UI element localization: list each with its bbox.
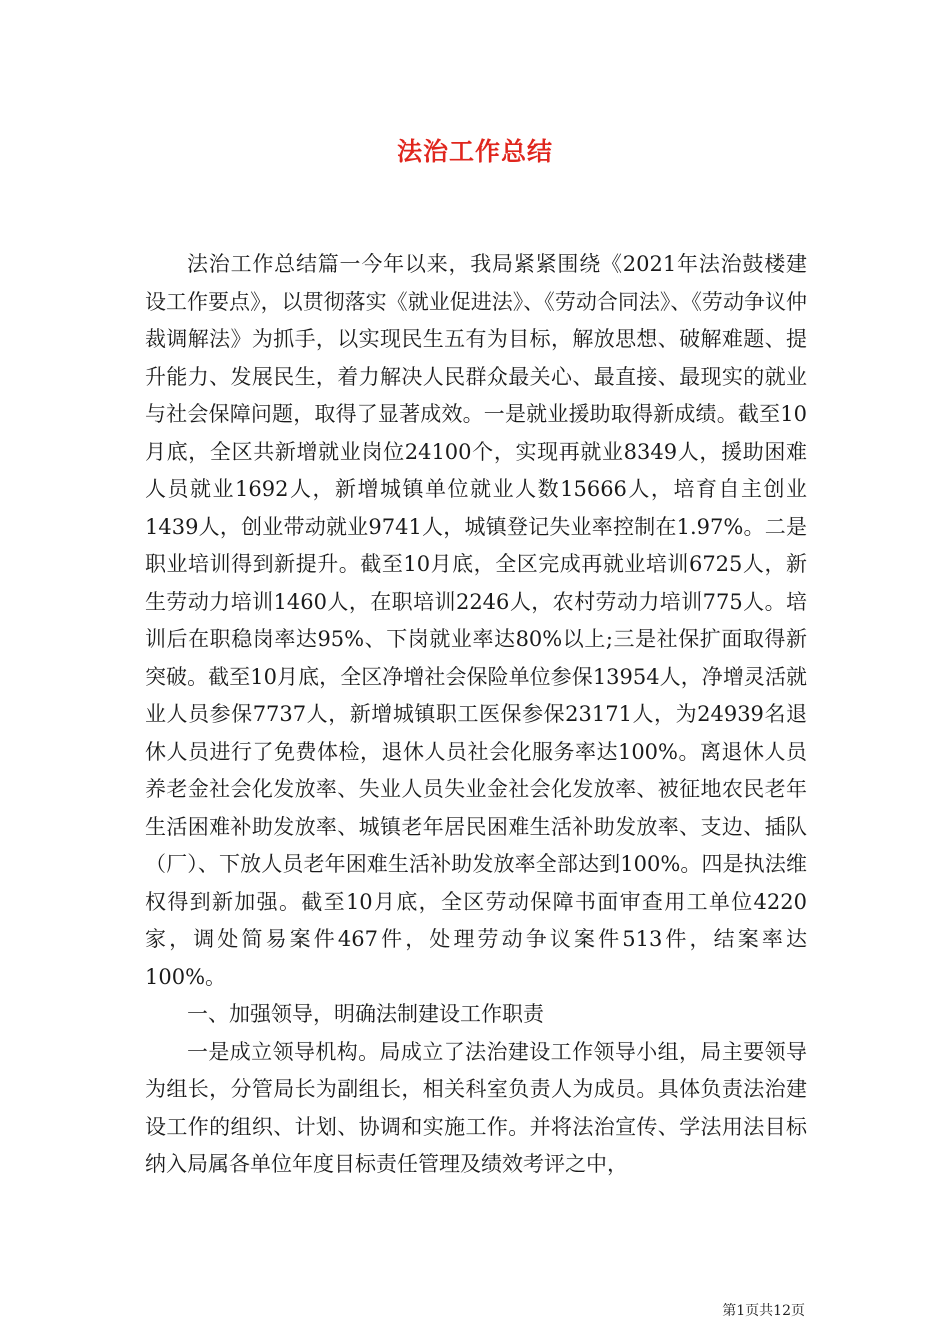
paragraph-leadership: 一是成立领导机构。局成立了法治建设工作领导小组，局主要领导为组长，分管局长为副组长，相关科室负责人为成员。具体负责法治建设工作的组织、计划、协调和实施工作。并将法治宣传、学法用法目标纳入局属各单位年度目标责任管理及绩效考评之中， bbox=[145, 1039, 807, 1176]
section-heading: 一、加强领导，明确法制建设工作职责 bbox=[187, 1002, 544, 1026]
document-body bbox=[145, 246, 807, 1184]
paragraph-summary: 法治工作总结篇一今年以来，我局紧紧围绕《2021年法治鼓楼建设工作要点》，以贯彻落实《就业促进法》、《劳动合同法》、《劳动争议仲裁调解法》为抓手，以实现民生五有为目标，解放思想、破解难题、提升能力、发展民生，着力解决人民群众最关心、最直接、最现实的就业与社会保障问题，取得了显著成效。一是就业援助取得新成绩。截至10月底，全区共新增就业岗位24100个，实现再就业8349人，援助困难人员就业1692人，新增城镇单位就业人数15666人，培育自主创业1439人，创业带动就业9741人，城镇登记失业率控制在1.97%。二是职业培训得到新提升。截至10月底，全区完成再就业培训6725人，新生劳动力培训1460人，在职培训2246人，农村劳动力培训775人。培训后在职稳岗率达95%、下岗就业率达80%以上;三是社保扩面取得新突破。截至10月底，全区净增社会保险单位参保13954人，净增灵活就业人员参保7737人，新增城镇职工医保参保23171人，为24939名退休人员进行了免费体检，退休人员社会化服务率达100%。离退休人员养老金社会化发放率、失业人员失业金社会化发放率、被征地农民老年生活困难补助发放率、城镇老年居民困难生活补助发放率、支边、插队（厂）、下放人员老年困难生活补助发放率全部达到100%。四是执法维权得到新加强。截至10月底，全区劳动保障书面审查用工单位4220家，调处简易案件467件，处理劳动争议案件513件，结案率达100%。 bbox=[145, 252, 807, 989]
page-number: 第1页共12页 bbox=[722, 1303, 805, 1319]
document-title: 法治工作总结 bbox=[396, 137, 553, 166]
